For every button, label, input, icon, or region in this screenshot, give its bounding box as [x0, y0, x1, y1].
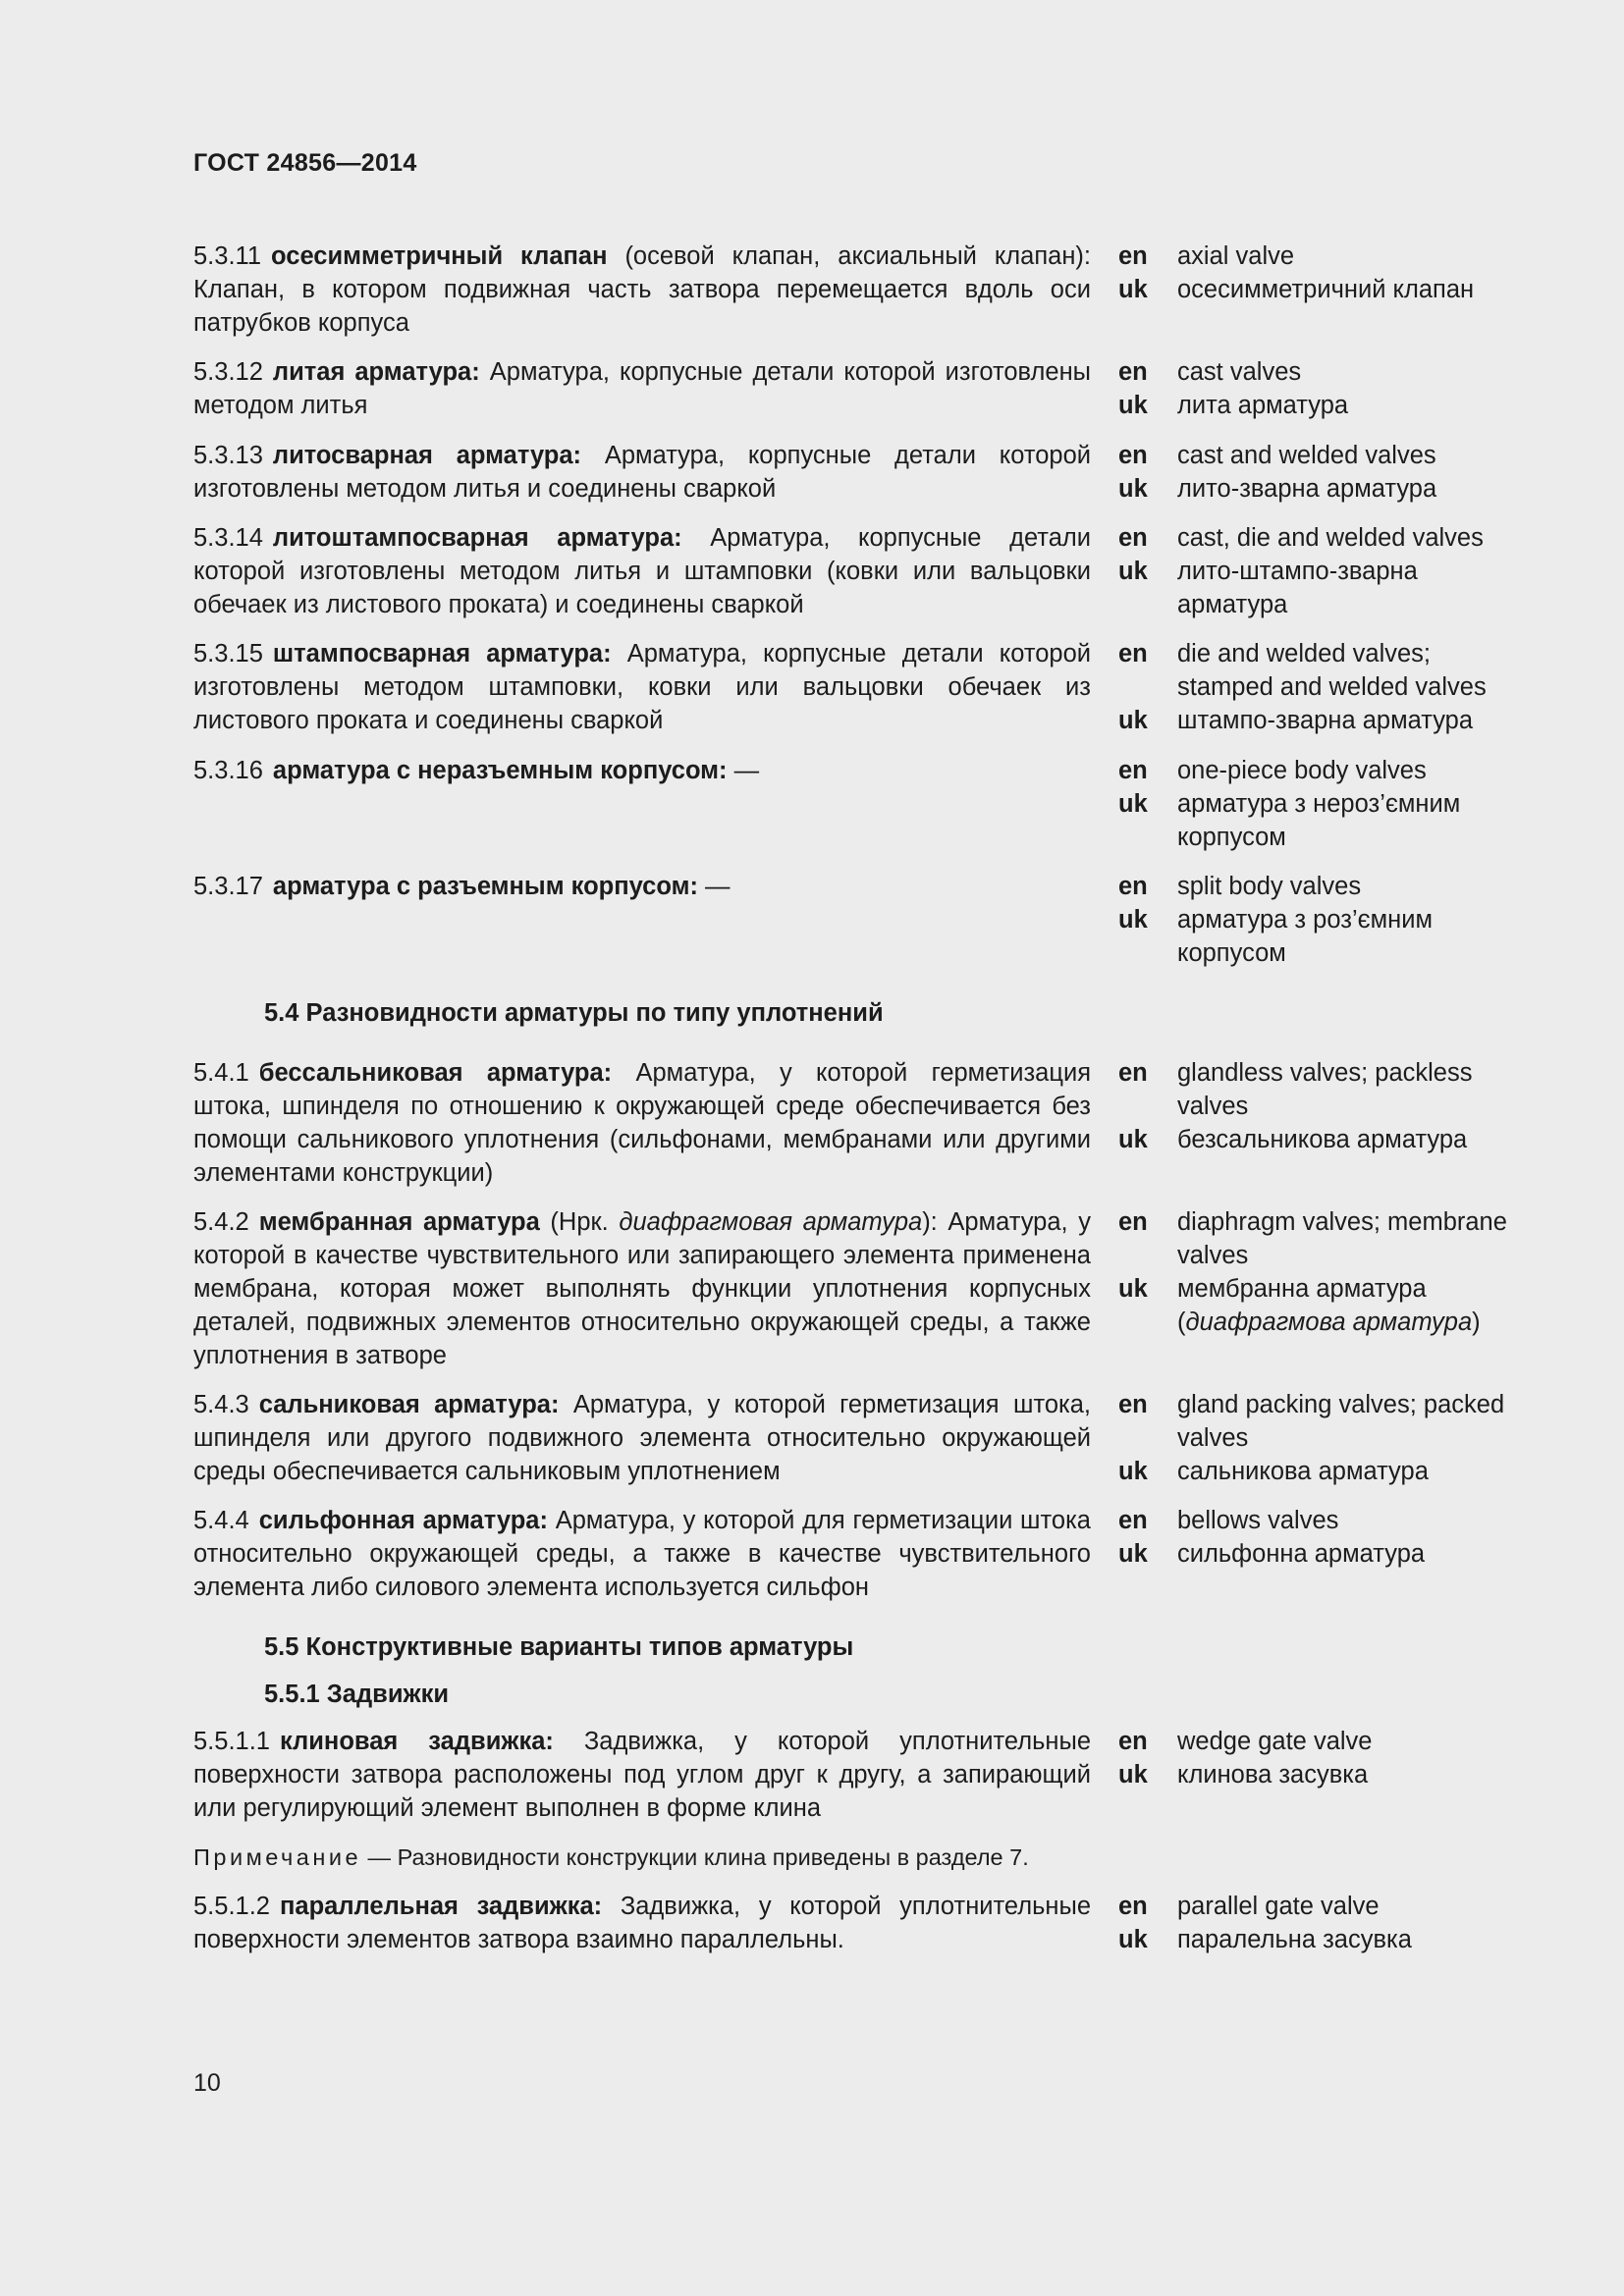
term-name: литоштампосварная арматура:	[272, 524, 682, 552]
term-definition	[193, 1056, 1091, 1190]
term-definition	[193, 240, 1091, 340]
term-entry	[193, 637, 1509, 737]
lang-code-en: en	[1118, 524, 1148, 552]
note	[193, 1841, 1509, 1874]
term-translations	[1118, 1504, 1509, 1604]
term-number: 5.3.13	[193, 442, 263, 469]
term-translations	[1118, 521, 1509, 621]
lang-code-uk: uk	[1118, 558, 1148, 585]
document-body	[193, 240, 1509, 1956]
term-definition	[193, 1725, 1091, 1825]
term-uk: сальникова арматура	[1177, 1458, 1429, 1485]
term-name: арматура с неразъемным корпусом:	[272, 757, 728, 784]
term-definition	[193, 754, 1091, 854]
page-number: 10	[193, 2069, 221, 2097]
subsection-heading: 5.5.1 Задвижки	[264, 1681, 450, 1708]
note-text: — Разновидности конструкции клина приведены в разделе 7.	[361, 1844, 1029, 1870]
term-number: 5.4.4	[193, 1507, 249, 1534]
term-text: (осевой клапан, аксиальный клапан): Клапан, в котором подвижная часть затвора перемещается вдоль оси патрубков корпуса	[193, 242, 1091, 337]
term-translations	[1118, 1205, 1509, 1372]
term-en: one-piece body valves	[1177, 757, 1427, 784]
lang-code-en: en	[1118, 242, 1148, 270]
term-en: wedge gate valve	[1177, 1728, 1373, 1755]
section-heading: 5.4 Разновидности арматуры по типу уплотнений	[264, 999, 884, 1027]
term-entry	[193, 355, 1509, 422]
term-entry	[193, 754, 1509, 854]
lang-code-en: en	[1118, 442, 1148, 469]
term-text: Задвижка, у которой уплотнительные поверхности затвора расположены под углом друг к другу, а запирающий или регулирующий элемент выполнен в форме клина	[193, 1728, 1091, 1822]
term-text: Арматура, у которой герметизация штока, шпинделя или другого подвижного элемента относительно окружающей среды обеспечивается сальниковым уплотнением	[193, 1391, 1091, 1485]
lang-code-uk: uk	[1118, 475, 1148, 503]
lang-code-uk: uk	[1118, 790, 1148, 818]
term-name: штампосварная арматура:	[272, 640, 612, 667]
term-number: 5.5.1.1	[193, 1728, 270, 1755]
term-en: axial valve	[1177, 242, 1295, 270]
term-definition	[193, 521, 1091, 621]
lang-code-uk: uk	[1118, 1126, 1148, 1153]
lang-code-en: en	[1118, 1728, 1148, 1755]
term-translations	[1118, 1388, 1509, 1488]
term-text-prefix: (Нрк.	[539, 1208, 620, 1236]
term-name: мембранная арматура	[258, 1208, 540, 1236]
lang-code-en: en	[1118, 640, 1148, 667]
term-entry	[193, 1205, 1509, 1372]
lang-code-uk: uk	[1118, 276, 1148, 303]
term-number: 5.3.16	[193, 757, 263, 784]
lang-code-en: en	[1118, 1208, 1148, 1236]
term-number: 5.5.1.2	[193, 1893, 270, 1920]
term-entry	[193, 870, 1509, 970]
term-text: Арматура, корпусные детали которой изготовлены методом литья и соединены сваркой	[193, 442, 1092, 503]
term-definition	[193, 1205, 1091, 1372]
term-entry	[193, 1890, 1509, 1956]
term-definition	[193, 1890, 1091, 1956]
term-uk: безсальникова арматура	[1177, 1126, 1468, 1153]
lang-code-uk: uk	[1118, 1275, 1148, 1303]
term-uk: лита арматура	[1177, 392, 1349, 419]
term-uk: паралельна засувка	[1177, 1926, 1412, 1953]
term-entry	[193, 1388, 1509, 1488]
section-heading: 5.5 Конструктивные варианты типов арматуры	[264, 1633, 854, 1661]
term-en: split body valves	[1177, 873, 1362, 900]
deprecated-term: диафрагмовая арматура	[619, 1208, 923, 1236]
term-uk: лито-штампо-зварна арматура	[1177, 558, 1418, 618]
term-name: литосварная арматура:	[272, 442, 582, 469]
term-translations	[1118, 637, 1509, 737]
document-header: ГОСТ 24856—2014	[193, 149, 417, 177]
term-uk: мембранна арматура (диафрагмова арматура)	[1177, 1275, 1481, 1336]
term-entry	[193, 1504, 1509, 1604]
term-number: 5.3.15	[193, 640, 263, 667]
term-entry	[193, 1725, 1509, 1825]
lang-code-uk: uk	[1118, 392, 1148, 419]
term-translations	[1118, 439, 1509, 506]
term-uk: штампо-зварна арматура	[1177, 707, 1474, 734]
term-translations	[1118, 1725, 1509, 1825]
term-text: Арматура, корпусные детали которой изготовлены методом литья и штамповки (ковки или вальцовки обечаек из листового проката) и соединены сваркой	[193, 524, 1091, 618]
term-uk: сильфонна арматура	[1177, 1540, 1426, 1568]
term-uk: арматура з роз’ємним корпусом	[1177, 906, 1434, 967]
term-entry	[193, 240, 1509, 340]
term-en: bellows valves	[1177, 1507, 1339, 1534]
lang-code-en: en	[1118, 1893, 1148, 1920]
lang-code-uk: uk	[1118, 1926, 1148, 1953]
term-definition	[193, 439, 1091, 506]
term-translations	[1118, 754, 1509, 854]
term-number: 5.3.12	[193, 358, 263, 386]
term-en: cast valves	[1177, 358, 1302, 386]
lang-code-uk: uk	[1118, 707, 1148, 734]
term-text: Арматура, корпусные детали которой изготовлены методом литья	[193, 358, 1091, 419]
term-translations	[1118, 870, 1509, 970]
term-name: литая арматура:	[272, 358, 480, 386]
term-name: клиновая задвижка:	[279, 1728, 554, 1755]
term-number: 5.3.14	[193, 524, 263, 552]
term-text: Арматура, у которой для герметизации штока относительно окружающей среды, а также в качестве чувствительного элемента либо силового элемента используется сильфон	[193, 1507, 1091, 1601]
term-definition	[193, 1388, 1091, 1488]
note-label: Примечание	[193, 1844, 362, 1870]
lang-code-uk: uk	[1118, 906, 1148, 934]
term-translations	[1118, 355, 1509, 422]
lang-code-en: en	[1118, 358, 1148, 386]
term-number: 5.3.17	[193, 873, 263, 900]
term-text: —	[727, 757, 760, 784]
term-en: glandless valves; packless valves	[1177, 1059, 1473, 1120]
lang-code-uk: uk	[1118, 1458, 1148, 1485]
lang-code-en: en	[1118, 1507, 1148, 1534]
term-definition	[193, 870, 1091, 970]
lang-code-uk: uk	[1118, 1540, 1148, 1568]
term-number: 5.4.1	[193, 1059, 249, 1087]
term-uk-italic: диафрагмова арматура	[1185, 1308, 1473, 1336]
term-name: бессальниковая арматура:	[258, 1059, 613, 1087]
term-number: 5.3.11	[193, 242, 262, 270]
term-text: —	[697, 873, 731, 900]
lang-code-uk: uk	[1118, 1761, 1148, 1789]
term-text: Арматура, корпусные детали которой изготовлены методом штамповки, ковки или вальцовки обечаек из листового проката и соединены сваркой	[193, 640, 1092, 734]
term-text: Задвижка, у которой уплотнительные поверхности элементов затвора взаимно параллельны.	[193, 1893, 1092, 1953]
term-entry	[193, 521, 1509, 621]
lang-code-en: en	[1118, 757, 1148, 784]
term-entry	[193, 1056, 1509, 1190]
term-number: 5.4.3	[193, 1391, 249, 1418]
lang-code-en: en	[1118, 873, 1148, 900]
term-name: сильфонная арматура:	[258, 1507, 548, 1534]
term-name: арматура с разъемным корпусом:	[272, 873, 698, 900]
term-uk: лито-зварна арматура	[1177, 475, 1437, 503]
term-uk: арматура з нероз’ємним корпусом	[1177, 790, 1461, 851]
term-name: осесимметричный клапан	[271, 242, 608, 270]
term-translations	[1118, 1890, 1509, 1956]
term-text: Арматура, у которой герметизация штока, шпинделя по отношению к окружающей среде обеспечивается без помощи сальникового уплотнения (сильфонами, мембранами или другими элементами конструкции)	[193, 1059, 1092, 1187]
term-uk: клинова засувка	[1177, 1761, 1369, 1789]
term-en: die and welded valves; stamped and welded valves	[1177, 640, 1487, 701]
term-en: gland packing valves; packed valves	[1177, 1391, 1505, 1452]
term-en: cast, die and welded valves	[1177, 524, 1484, 552]
lang-code-en: en	[1118, 1391, 1148, 1418]
term-definition	[193, 1504, 1091, 1604]
term-number: 5.4.2	[193, 1208, 249, 1236]
term-name: параллельная задвижка:	[279, 1893, 603, 1920]
term-text: ): Арматура, у которой в качестве чувствительного или запирающего элемента применена мембрана, которая может выполнять функции уплотнения корпусных деталей, подвижных элементов относительно окружающей среды, а также уплотнения в затворе	[193, 1208, 1091, 1369]
term-en: cast and welded valves	[1177, 442, 1436, 469]
term-definition	[193, 355, 1091, 422]
term-en: diaphragm valves; membrane valves	[1177, 1208, 1507, 1269]
term-definition	[193, 637, 1091, 737]
term-uk: осесимметричний клапан	[1177, 276, 1475, 303]
term-translations	[1118, 240, 1509, 340]
term-translations	[1118, 1056, 1509, 1190]
term-uk-main: мембранна арматура	[1177, 1275, 1427, 1303]
lang-code-en: en	[1118, 1059, 1148, 1087]
term-entry	[193, 439, 1509, 506]
term-en: parallel gate valve	[1177, 1893, 1380, 1920]
term-name: сальниковая арматура:	[258, 1391, 560, 1418]
